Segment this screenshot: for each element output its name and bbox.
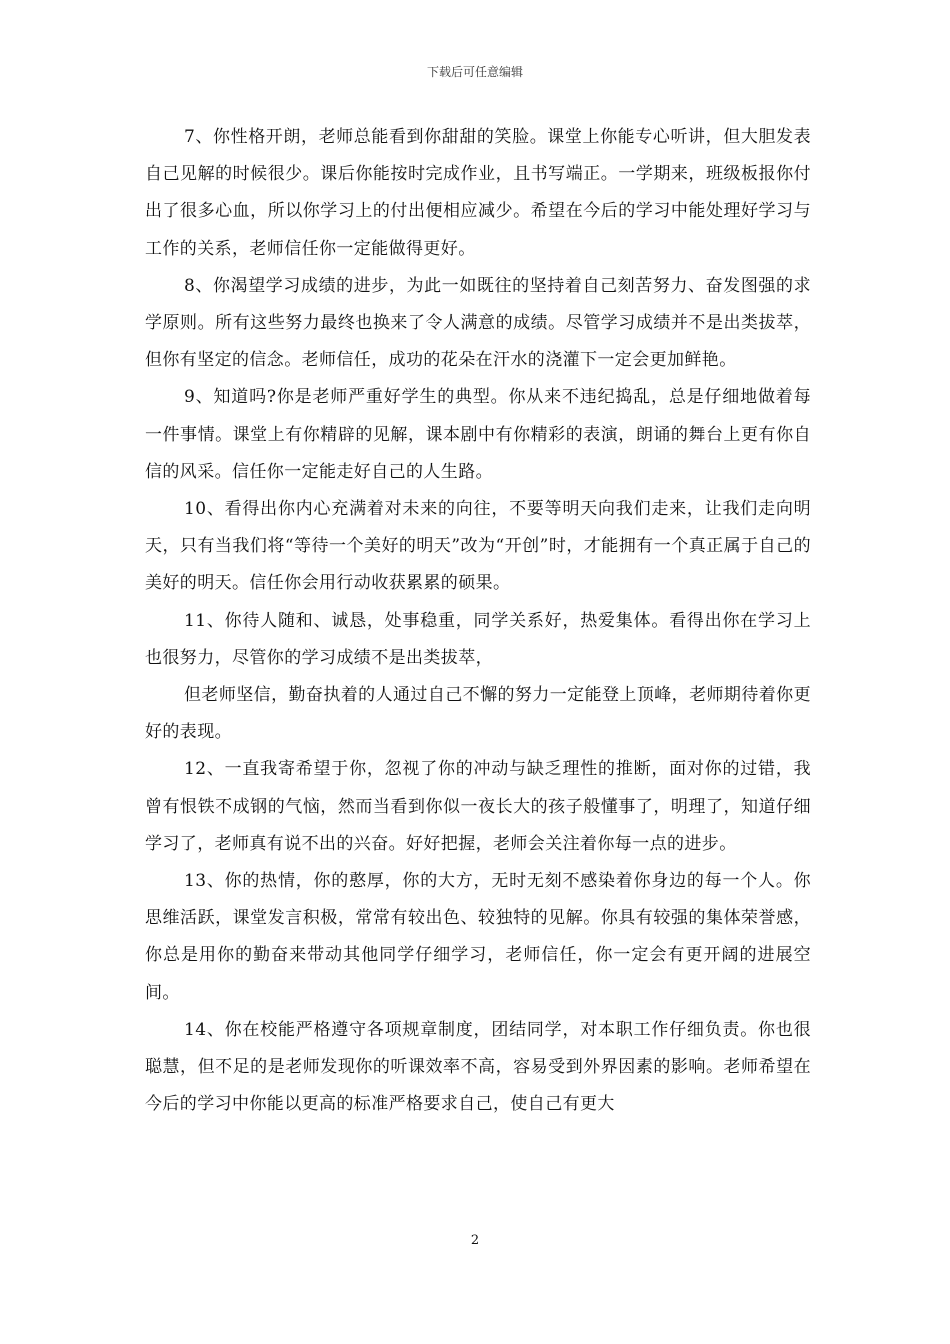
- document-body: [145, 119, 811, 1123]
- paragraph-comment-14: 14、你在校能严格遵守各项规章制度，团结同学，对本职工作仔细负责。你也很聪慧，但不足的是老师发现你的听课效率不高，容易受到外界因素的影响。老师希望在今后的学习中你能以更高的标准严格要求自己，使自己有更大: [145, 1019, 811, 1115]
- paragraph-comment-11: 11、你待人随和、诚恳，处事稳重，同学关系好，热爱集体。看得出你在学习上也很努力，尽管你的学习成绩不是出类拔萃，: [145, 610, 811, 668]
- page-header: 下载后可任意编辑: [426, 65, 523, 79]
- paragraph-comment-8: 8、你渴望学习成绩的进步，为此一如既往的坚持着自己刻苦努力、奋发图强的求学原则。所有这些努力最终也换来了令人满意的成绩。尽管学习成绩并不是出类拔萃，但你有坚定的信念。老师信任，成功的花朵在汗水的浇灌下一定会更加鲜艳。: [145, 275, 811, 371]
- paragraph-comment-11-continued: 但老师坚信，勤奋执着的人通过自己不懈的努力一定能登上顶峰，老师期待着你更好的表现。: [145, 685, 811, 743]
- paragraph-comment-9: 9、知道吗?你是老师严重好学生的典型。你从来不违纪捣乱，总是仔细地做着每一件事情。课堂上有你精辟的见解，课本剧中有你精彩的表演，朗诵的舞台上更有你自信的风采。信任你一定能走好自己的人生路。: [145, 387, 811, 482]
- paragraph-comment-12: 12、一直我寄希望于你，忽视了你的冲动与缺乏理性的推断，面对你的过错，我曾有恨铁不成钢的气恼，然而当看到你似一夜长大的孩子般懂事了，明理了，知道仔细学习了，老师真有说不出的兴奋。好好把握，老师会关注着你每一点的进步。: [145, 759, 811, 854]
- paragraph-comment-10: 10、看得出你内心充满着对未来的向往，不要等明天向我们走来，让我们走向明天，只有当我们将“等待一个美好的明天”改为“开创”时，才能拥有一个真正属于自己的美好的明天。信任你会用行动收获累累的硕果。: [145, 499, 811, 594]
- page-number: 2: [470, 1233, 480, 1248]
- paragraph-comment-7: 7、你性格开朗，老师总能看到你甜甜的笑脸。课堂上你能专心听讲，但大胆发表自己见解的时候很少。课后你能按时完成作业，且书写端正。一学期来，班级板报你付出了很多心血，所以你学习上的付出便相应减少。希望在今后的学习中能处理好学习与工作的关系，老师信任你一定能做得更好。: [145, 127, 811, 259]
- paragraph-comment-13: 13、你的热情，你的憨厚，你的大方，无时无刻不感染着你身边的每一个人。你思维活跃，课堂发言积极，常常有较出色、较独特的见解。你具有较强的集体荣誉感，你总是用你的勤奋来带动其他同学仔细学习，老师信任，你一定会有更开阔的进展空间。: [145, 871, 811, 1003]
